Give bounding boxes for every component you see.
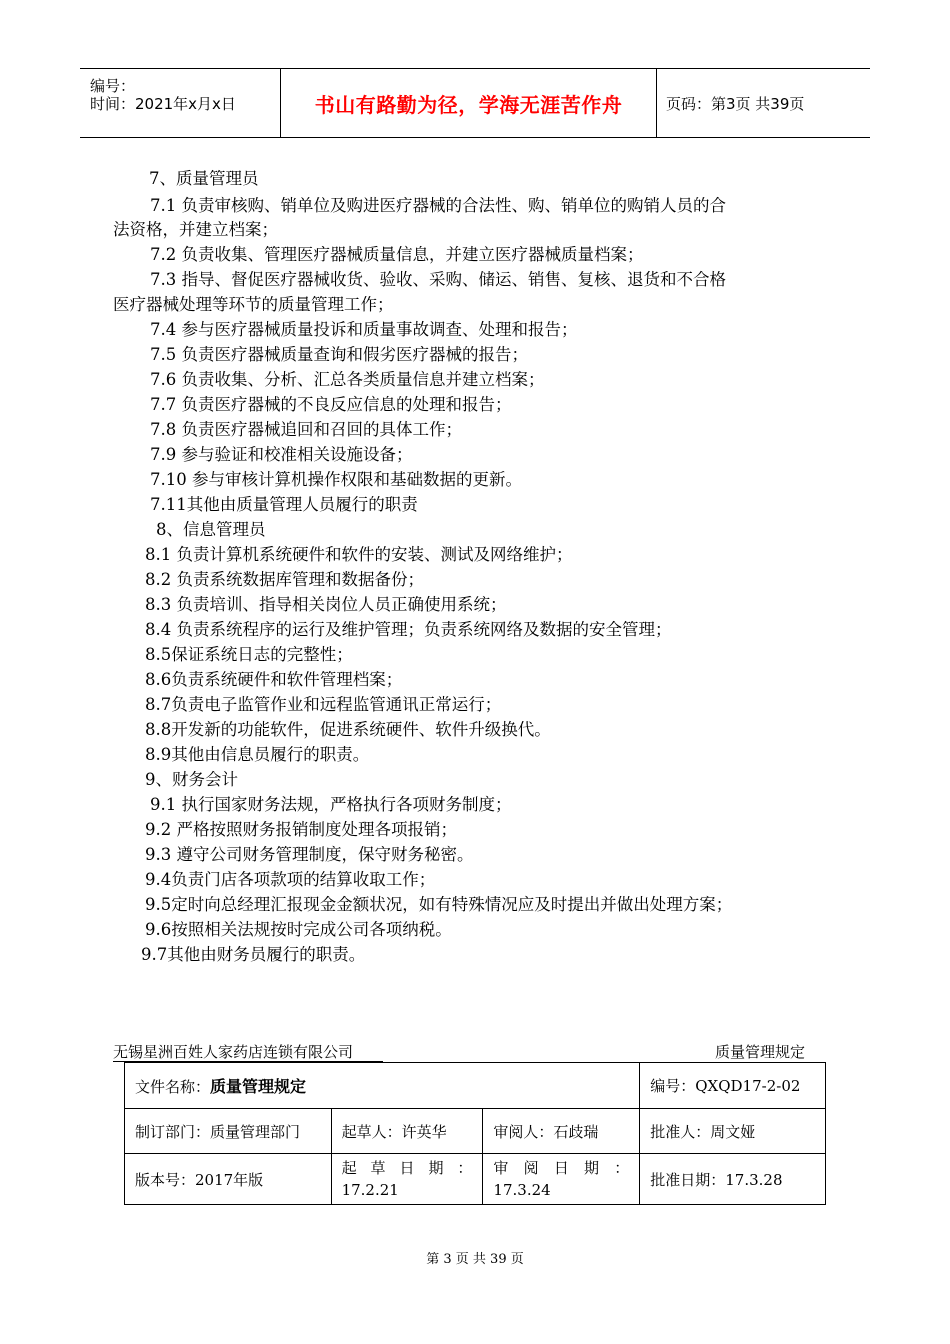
review-date-cell <box>483 1154 640 1205</box>
item-8-8: 8.8开发新的功能软件，促进系统硬件、软件升级换代。 <box>145 720 551 739</box>
item-7-9: 7.9 参与验证和校准相关设施设备； <box>150 445 413 464</box>
code-cell: 编号：QXQD17-2-02 <box>640 1063 826 1109</box>
item-8-1: 8.1 负责计算机系统硬件和软件的安装、测试及网络维护； <box>145 545 573 564</box>
header-motto-cell <box>281 69 657 137</box>
time-label: 时间：2021年x月x日 <box>90 95 236 113</box>
item-7-5: 7.5 负责医疗器械质量查询和假劣医疗器械的报告； <box>150 345 528 364</box>
page-info: 页码：第3页 共39页 <box>666 94 805 113</box>
table-row <box>125 1109 826 1154</box>
item-9-6: 9.6按照相关法规按时完成公司各项纳税。 <box>145 920 452 939</box>
item-7-6: 7.6 负责收集、分析、汇总各类质量信息并建立档案； <box>150 370 545 389</box>
item-9-7: 9.7其他由财务员履行的职责。 <box>141 945 366 964</box>
approve-date-cell: 批准日期：17.3.28 <box>640 1154 826 1205</box>
number-label: 编号： <box>90 77 136 95</box>
motto-text: 书山有路勤为径，学海无涯苦作舟 <box>314 92 623 117</box>
draft-date-cell <box>331 1154 483 1205</box>
section-7-title: 7、质量管理员 <box>149 169 259 188</box>
item-8-9: 8.9其他由信息员履行的职责。 <box>145 745 370 764</box>
item-7-1-line2: 法资格，并建立档案； <box>113 220 278 239</box>
file-name-label: 文件名称： <box>135 1078 211 1096</box>
item-8-5: 8.5保证系统日志的完整性； <box>145 645 353 664</box>
item-7-1-line1: 7.1 负责审核购、销单位及购进医疗器械的合法性、购、销单位的购销人员的合 <box>150 196 726 215</box>
header-meta-cell <box>80 69 281 137</box>
item-8-2: 8.2 负责系统数据库管理和数据备份； <box>145 570 424 589</box>
item-8-4: 8.4 负责系统程序的运行及维护管理；负责系统网络及数据的安全管理； <box>145 620 672 639</box>
item-8-6: 8.6负责系统硬件和软件管理档案； <box>145 670 403 689</box>
item-7-3-line2: 医疗器械处理等环节的质量管理工作； <box>113 295 394 314</box>
doc-title-footer: 质量管理规定 <box>715 1043 806 1061</box>
item-8-3: 8.3 负责培训、指导相关岗位人员正确使用系统； <box>145 595 507 614</box>
version-cell: 版本号：2017年版 <box>125 1154 332 1205</box>
section-8-title: 8、信息管理员 <box>156 520 266 539</box>
page-number: 第 3 页 共 39 页 <box>426 1252 524 1267</box>
review-date-value: 17.3.24 <box>493 1181 551 1199</box>
company-name: 无锡星洲百姓人家药店连锁有限公司 <box>113 1043 383 1062</box>
item-8-7: 8.7负责电子监管作业和远程监管通讯正常运行； <box>145 695 502 714</box>
item-9-3: 9.3 遵守公司财务管理制度，保守财务秘密。 <box>145 845 474 864</box>
reviewer-cell: 审阅人：石歧瑞 <box>483 1109 640 1154</box>
drafter-cell: 起草人：许英华 <box>331 1109 483 1154</box>
draft-date-value: 17.2.21 <box>341 1181 399 1199</box>
file-name-cell <box>125 1063 640 1109</box>
dept-cell: 制订部门：质量管理部门 <box>125 1109 332 1154</box>
item-9-1: 9.1 执行国家财务法规，严格执行各项财务制度； <box>150 795 512 814</box>
item-9-5: 9.5定时向总经理汇报现金金额状况，如有特殊情况应及时提出并做出处理方案； <box>145 895 733 914</box>
item-7-4: 7.4 参与医疗器械质量投诉和质量事故调查、处理和报告； <box>150 320 578 339</box>
file-name-value: 质量管理规定 <box>210 1077 307 1096</box>
table-row <box>125 1154 826 1205</box>
section-9-title: 9、财务会计 <box>145 770 238 789</box>
approver-cell: 批准人：周文娅 <box>640 1109 826 1154</box>
item-7-11: 7.11其他由质量管理人员履行的职责 <box>150 495 418 514</box>
header-page-cell <box>657 69 870 137</box>
item-7-2: 7.2 负责收集、管理医疗器械质量信息，并建立医疗器械质量档案； <box>150 245 644 264</box>
item-7-7: 7.7 负责医疗器械的不良反应信息的处理和报告； <box>150 395 512 414</box>
item-7-10: 7.10 参与审核计算机操作权限和基础数据的更新。 <box>150 470 522 489</box>
item-7-8: 7.8 负责医疗器械追回和召回的具体工作； <box>150 420 462 439</box>
table-row <box>125 1063 826 1109</box>
document-control-table <box>124 1062 826 1205</box>
page-header <box>80 68 870 138</box>
review-date-label: 审 阅 日 期 ： <box>493 1159 630 1177</box>
draft-date-label: 起 草 日 期 ： <box>341 1159 473 1177</box>
item-7-3-line1: 7.3 指导、督促医疗器械收货、验收、采购、储运、销售、复核、退货和不合格 <box>150 270 726 289</box>
item-9-4: 9.4负责门店各项款项的结算收取工作； <box>145 870 436 889</box>
item-9-2: 9.2 严格按照财务报销制度处理各项报销； <box>145 820 457 839</box>
